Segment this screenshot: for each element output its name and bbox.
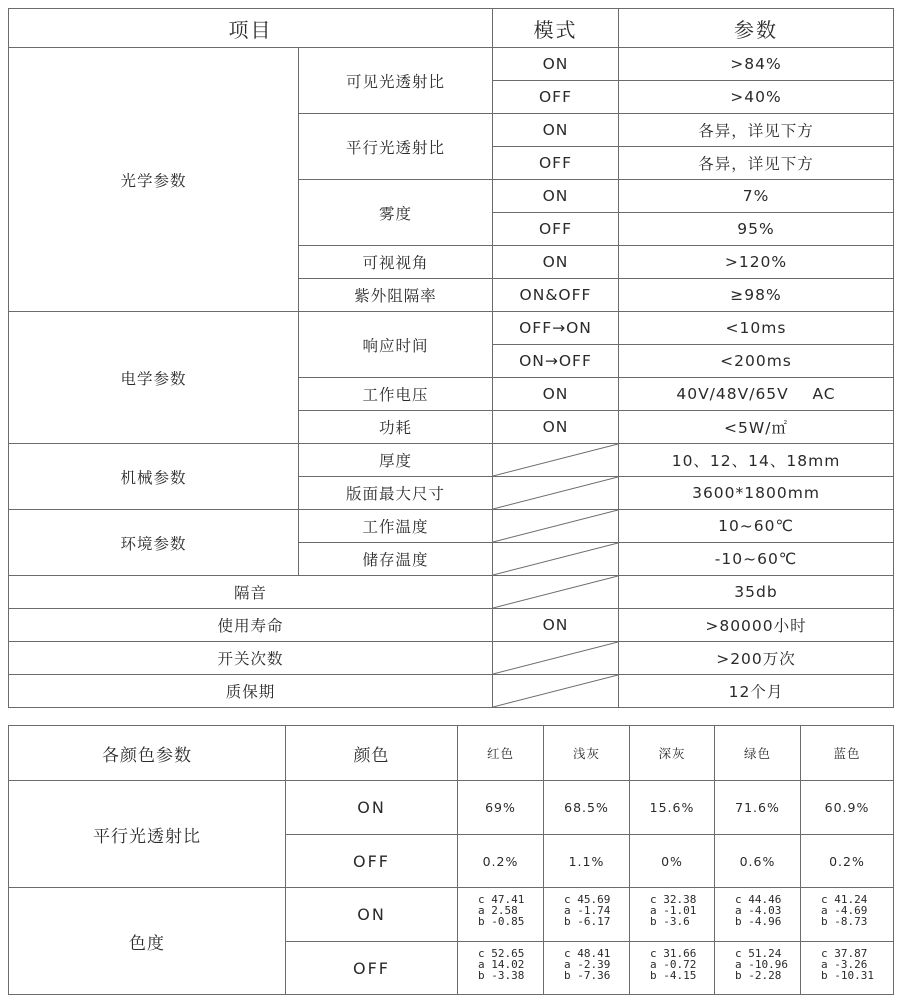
cie-c: c 32.38 — [650, 893, 697, 906]
value-cell: 10、12、14、18mm — [619, 444, 894, 477]
value-cell: 69% — [458, 781, 544, 835]
cie-b: b -3.6 — [650, 915, 690, 928]
empty-mode-cell — [493, 444, 619, 477]
cie-a: a -10.96 — [735, 958, 788, 971]
cie-value-cell — [715, 888, 801, 942]
value-cell: 10~60℃ — [619, 510, 894, 543]
mode-cell: ON — [493, 378, 619, 411]
mode-cell: ON — [493, 114, 619, 147]
cie-a: a 14.02 — [478, 958, 525, 971]
mode-cell: ON — [493, 48, 619, 81]
color-name: 浅灰 — [544, 726, 630, 781]
label-warranty: 质保期 — [9, 675, 493, 708]
color-name: 绿色 — [715, 726, 801, 781]
label-sound-insulation: 隔音 — [9, 576, 493, 609]
table-row — [9, 609, 894, 642]
table-row — [9, 642, 894, 675]
value-cell: >80000小时 — [619, 609, 894, 642]
cie-b: b -6.17 — [564, 915, 611, 928]
value-cell: 40V/48V/65V AC — [619, 378, 894, 411]
value-cell: 68.5% — [544, 781, 630, 835]
label-storage-temp: 储存温度 — [299, 543, 493, 576]
label-thickness: 厚度 — [299, 444, 493, 477]
cie-c: c 37.87 — [821, 947, 868, 960]
cie-a: a 2.58 — [478, 904, 518, 917]
label-haze: 雾度 — [299, 180, 493, 246]
cie-a: a -4.69 — [821, 904, 868, 917]
value-cell: 0.6% — [715, 835, 801, 888]
label-response-time: 响应时间 — [299, 312, 493, 378]
label-switch-cycles: 开关次数 — [9, 642, 493, 675]
color-name: 蓝色 — [801, 726, 894, 781]
cie-c: c 51.24 — [735, 947, 782, 960]
cie-value-cell — [544, 942, 630, 995]
cie-a: a -1.74 — [564, 904, 611, 917]
value-cell: >40% — [619, 81, 894, 114]
cie-a: a -0.72 — [650, 958, 697, 971]
value-cell: >120% — [619, 246, 894, 279]
value-cell: 60.9% — [801, 781, 894, 835]
color-table — [8, 725, 894, 995]
empty-mode-cell — [493, 675, 619, 708]
cie-a: a -4.03 — [735, 904, 782, 917]
color-table-title: 各颜色参数 — [9, 726, 286, 781]
mode-cell: ON — [493, 180, 619, 213]
value-cell: 15.6% — [630, 781, 715, 835]
label-parallel-transmittance: 平行光透射比 — [9, 781, 286, 888]
group-mechanical: 机械参数 — [9, 444, 299, 510]
cie-value-cell — [801, 888, 894, 942]
cie-b: b -3.38 — [478, 969, 525, 982]
state-on: ON — [286, 781, 458, 835]
color-header-row — [9, 726, 894, 781]
cie-value-cell — [630, 888, 715, 942]
value-cell: -10~60℃ — [619, 543, 894, 576]
mode-cell: OFF — [493, 147, 619, 180]
header-param: 参数 — [619, 9, 894, 48]
cie-a: a -1.01 — [650, 904, 697, 917]
state-off: OFF — [286, 835, 458, 888]
cie-c: c 45.69 — [564, 893, 611, 906]
cie-a: a -3.26 — [821, 958, 868, 971]
empty-mode-cell — [493, 543, 619, 576]
state-on: ON — [286, 888, 458, 942]
cie-value-cell — [458, 942, 544, 995]
value-cell: 35db — [619, 576, 894, 609]
cie-a: a -2.39 — [564, 958, 611, 971]
group-optical: 光学参数 — [9, 48, 299, 312]
label-power: 功耗 — [299, 411, 493, 444]
cie-c: c 48.41 — [564, 947, 611, 960]
cie-c: c 52.65 — [478, 947, 525, 960]
header-mode: 模式 — [493, 9, 619, 48]
table-row — [9, 888, 894, 942]
mode-cell: OFF — [493, 213, 619, 246]
mode-cell: ON — [493, 609, 619, 642]
header-item: 项目 — [9, 9, 493, 48]
cie-b: b -10.31 — [821, 969, 874, 982]
table-row — [9, 781, 894, 835]
mode-cell: OFF — [493, 81, 619, 114]
cie-value-cell — [458, 888, 544, 942]
group-electrical: 电学参数 — [9, 312, 299, 444]
mode-cell: ON&OFF — [493, 279, 619, 312]
label-voltage: 工作电压 — [299, 378, 493, 411]
value-cell: 0% — [630, 835, 715, 888]
value-cell: >84% — [619, 48, 894, 81]
value-cell: 各异，详见下方 — [619, 114, 894, 147]
value-cell: 0.2% — [458, 835, 544, 888]
cie-value-cell — [801, 942, 894, 995]
value-cell: 各异，详见下方 — [619, 147, 894, 180]
table-row — [9, 675, 894, 708]
color-name: 深灰 — [630, 726, 715, 781]
empty-mode-cell — [493, 642, 619, 675]
empty-mode-cell — [493, 510, 619, 543]
empty-mode-cell — [493, 576, 619, 609]
table-row — [9, 312, 894, 345]
value-cell: ≥98% — [619, 279, 894, 312]
value-cell: 1.1% — [544, 835, 630, 888]
cie-value-cell — [715, 942, 801, 995]
table-row — [9, 576, 894, 609]
spec-table — [8, 8, 894, 708]
table-row — [9, 510, 894, 543]
cie-b: b -4.96 — [735, 915, 782, 928]
cie-b: b -0.85 — [478, 915, 525, 928]
cie-c: c 31.66 — [650, 947, 697, 960]
value-cell: <10ms — [619, 312, 894, 345]
label-working-temp: 工作温度 — [299, 510, 493, 543]
label-max-size: 版面最大尺寸 — [299, 477, 493, 510]
label-viewing-angle: 可视视角 — [299, 246, 493, 279]
group-environment: 环境参数 — [9, 510, 299, 576]
cie-value-cell — [630, 942, 715, 995]
cie-value-cell — [544, 888, 630, 942]
mode-cell: OFF→ON — [493, 312, 619, 345]
label-parallel-transmittance: 平行光透射比 — [299, 114, 493, 180]
table-row — [9, 444, 894, 477]
table-row — [9, 48, 894, 81]
value-cell: 71.6% — [715, 781, 801, 835]
cie-c: c 47.41 — [478, 893, 525, 906]
value-cell: <200ms — [619, 345, 894, 378]
cie-c: c 41.24 — [821, 893, 868, 906]
value-cell: 7% — [619, 180, 894, 213]
cie-c: c 44.46 — [735, 893, 782, 906]
state-off: OFF — [286, 942, 458, 995]
table-header-row — [9, 9, 894, 48]
label-lifetime: 使用寿命 — [9, 609, 493, 642]
color-header: 颜色 — [286, 726, 458, 781]
label-chromaticity: 色度 — [9, 888, 286, 995]
value-cell: 12个月 — [619, 675, 894, 708]
empty-mode-cell — [493, 477, 619, 510]
cie-b: b -7.36 — [564, 969, 611, 982]
value-cell: 3600*1800mm — [619, 477, 894, 510]
label-visible-transmittance: 可见光透射比 — [299, 48, 493, 114]
mode-cell: ON — [493, 411, 619, 444]
cie-b: b -2.28 — [735, 969, 782, 982]
value-cell: >200万次 — [619, 642, 894, 675]
cie-b: b -4.15 — [650, 969, 697, 982]
color-name: 红色 — [458, 726, 544, 781]
value-cell: 0.2% — [801, 835, 894, 888]
mode-cell: ON — [493, 246, 619, 279]
value-cell: <5W/㎡ — [619, 411, 894, 444]
value-cell: 95% — [619, 213, 894, 246]
cie-b: b -8.73 — [821, 915, 868, 928]
mode-cell: ON→OFF — [493, 345, 619, 378]
label-uv-block: 紫外阻隔率 — [299, 279, 493, 312]
